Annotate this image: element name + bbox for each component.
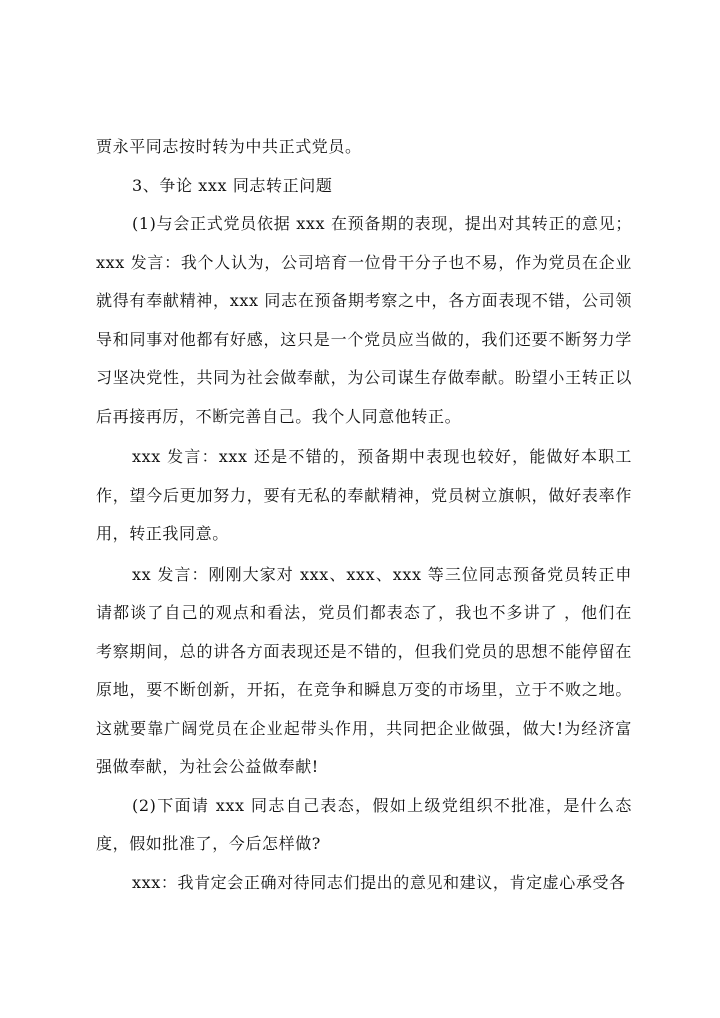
- section-heading: 3、争论 xxx 同志转正问题: [132, 175, 333, 195]
- paragraph-response: xxx：我肯定会正确对待同志们提出的意见和建议，肯定虚心承受各: [132, 872, 626, 892]
- paragraph-conclusion: 贾永平同志按时转为中共正式党员。: [96, 137, 362, 156]
- paragraph-speech-xx: xx 发言：刚刚大家对 xxx、xxx、xxx 等三位同志预备党员转正申请都谈了自己的观点和看法，党员们都表态了，我也不多讲了 ，他们在考察期间，总的讲各方面表现还是不错的，但我们党员的思想不能停留在原地，要不断创新，开拓，在竞争和瞬息万变的市场里，立于不败之地。这就要靠广阔党员在企业起带头作用，共同把企业做强，做大!为经济富强做奉献，为社会公益做奉献!: [96, 564, 632, 776]
- document-body: [96, 128, 632, 902]
- paragraph-item-1: (1)与会正式党员依据 xxx 在预备期的表现，提出对其转正的意见；xxx 发言：我个人认为，公司培育一位骨干分子也不易，作为党员在企业就得有奉献精神，xxx 同志在预备期考察之中，各方面表现不错，公司领导和同事对他都有好感，这只是一个党员应当做的，我们还要不断努力学习坚决党性，共同为社会做奉献，为公司谋生存做奉献。盼望小王转正以后再接再厉，不断完善自己。我个人同意他转正。: [96, 214, 632, 426]
- paragraph-item-2: (2)下面请 xxx 同志自己表态，假如上级党组织不批准，是什么态度，假如批准了，今后怎样做?: [96, 795, 632, 853]
- paragraph-speech-xxx: xxx 发言：xxx 还是不错的，预备期中表现也较好，能做好本职工作，望今后更加努力，要有无私的奉献精神，党员树立旗帜，做好表率作用，转正我同意。: [96, 447, 632, 543]
